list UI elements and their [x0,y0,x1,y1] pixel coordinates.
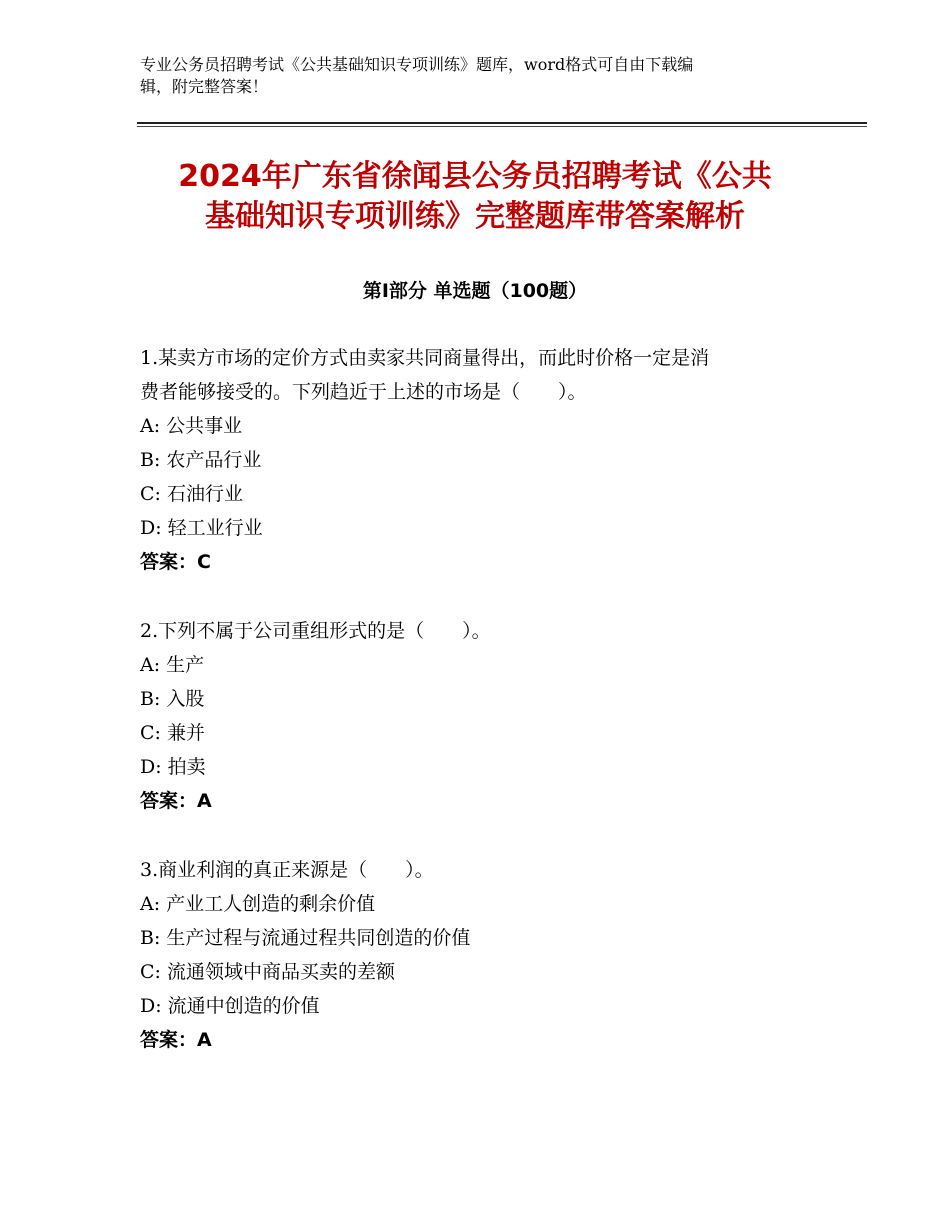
question-2 [140,614,820,818]
header-note-line: 辑，附完整答案！ [140,77,269,96]
option-a: A: 公共事业 [140,415,243,437]
answer: 答案：A [140,790,212,812]
page-title [110,157,840,237]
question-1 [140,341,820,579]
title-line: 2024年广东省徐闻县公务员招聘考试《公共 [178,159,772,194]
option-d: D: 拍卖 [140,756,206,778]
answer: 答案：A [140,1029,212,1051]
question-3 [140,853,820,1057]
option-c: C: 兼并 [140,722,205,744]
option-b: B: 农产品行业 [140,449,262,471]
header-note-line: 专业公务员招聘考试《公共基础知识专项训练》题库，word格式可自由下载编 [140,55,694,74]
option-a: A: 产业工人创造的剩余价值 [140,893,376,915]
title-line: 基础知识专项训练》完整题库带答案解析 [205,199,745,234]
header-divider-thin [137,126,867,127]
question-stem: 3.商业利润的真正来源是（ ）。 [140,859,434,881]
question-stem: 2.下列不属于公司重组形式的是（ ）。 [140,620,491,642]
option-d: D: 轻工业行业 [140,517,263,539]
section-heading: 第Ⅰ部分 单选题（100题） [362,280,588,302]
option-b: B: 生产过程与流通过程共同创造的价值 [140,927,471,949]
option-a: A: 生产 [140,654,205,676]
option-c: C: 流通领域中商品买卖的差额 [140,961,395,983]
option-c: C: 石油行业 [140,483,243,505]
option-b: B: 入股 [140,688,205,710]
question-stem: 费者能够接受的。下列趋近于上述的市场是（ ）。 [140,381,587,403]
question-stem: 1.某卖方市场的定价方式由卖家共同商量得出，而此时价格一定是消 [140,347,710,369]
header-note [140,54,790,98]
option-d: D: 流通中创造的价值 [140,995,320,1017]
answer: 答案：C [140,551,211,573]
header-divider [137,122,867,124]
